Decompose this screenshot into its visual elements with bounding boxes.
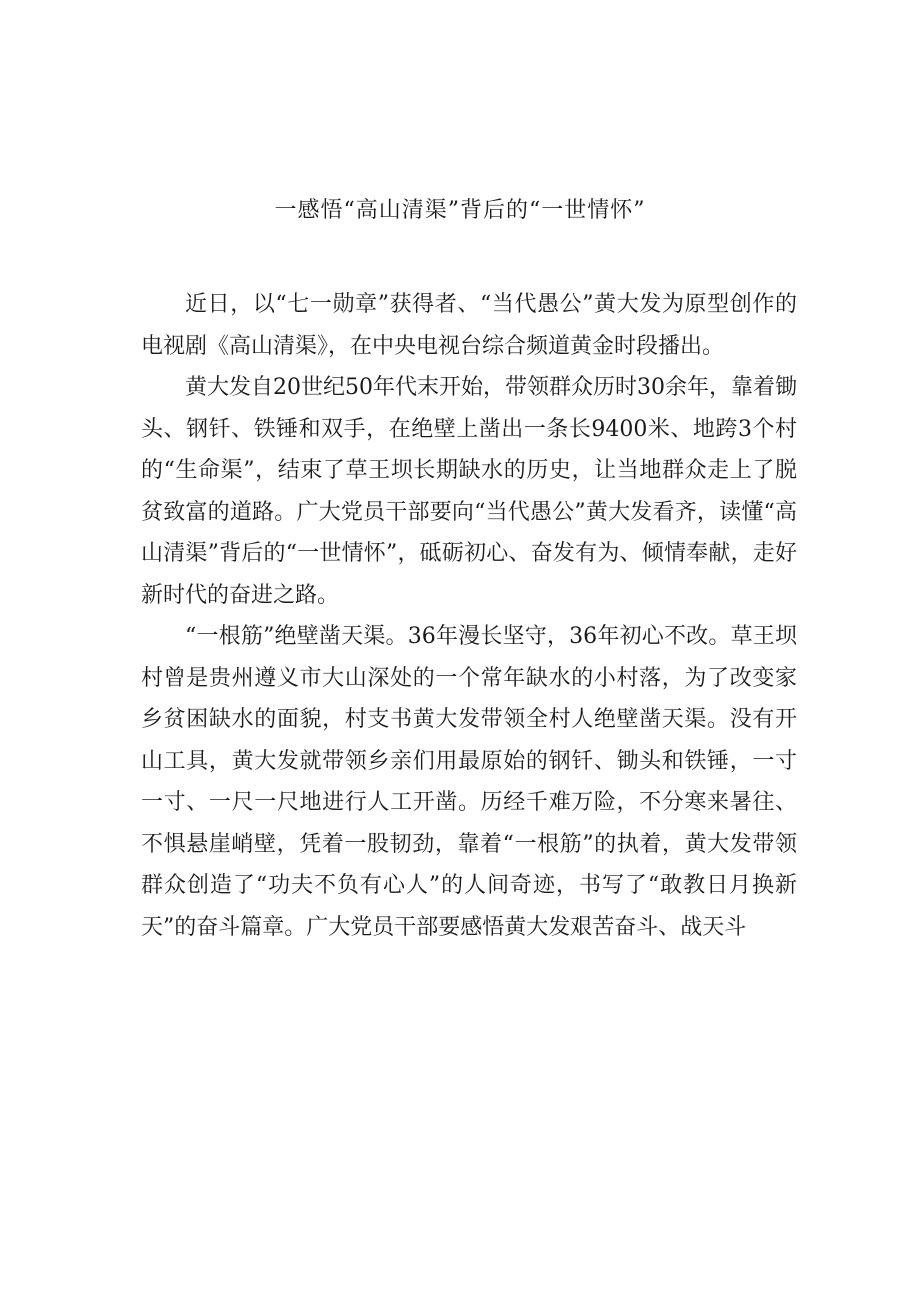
document-body xyxy=(141,284,797,948)
paragraph: “一根筋”绝壁凿天渠。36年漫长坚守，36年初心不改。草王坝村曾是贵州遵义市大山深处的一个常年缺水的小村落，为了改变家乡贫困缺水的面貌，村支书黄大发带领全村人绝壁凿天渠。没有开山工具，黄大发就带领乡亲们用最原始的钢钎、锄头和铁锤，一寸一寸、一尺一尺地进行人工开凿。历经千难万险，不分寒来暑往、不惧悬崖峭壁，凭着一股韧劲，靠着“一根筋”的执着，黄大发带领群众创造了“功夫不负有心人”的人间奇迹，书写了“敢教日月换新天”的奋斗篇章。广大党员干部要感悟黄大发艰苦奋斗、战天斗 xyxy=(141,624,797,940)
paragraph: 黄大发自20世纪50年代末开始，带领群众历时30余年，靠着锄头、钢钎、铁锤和双手，在绝壁上凿出一条长9400米、地跨3个村的“生命渠”，结束了草王坝长期缺水的历史，让当地群众走上了脱贫致富的道路。广大党员干部要向“当代愚公”黄大发看齐，读懂“高山清渠”背后的“一世情怀”，砥砺初心、奋发有为、倾情奉献，走好新时代的奋进之路。 xyxy=(141,375,797,608)
document-title: 一感悟“高山清渠”背后的“一世情怀” xyxy=(274,198,646,223)
paragraph: 近日，以“七一勋章”获得者、“当代愚公”黄大发为原型创作的电视剧《高山清渠》，在中央电视台综合频道黄金时段播出。 xyxy=(141,292,797,359)
